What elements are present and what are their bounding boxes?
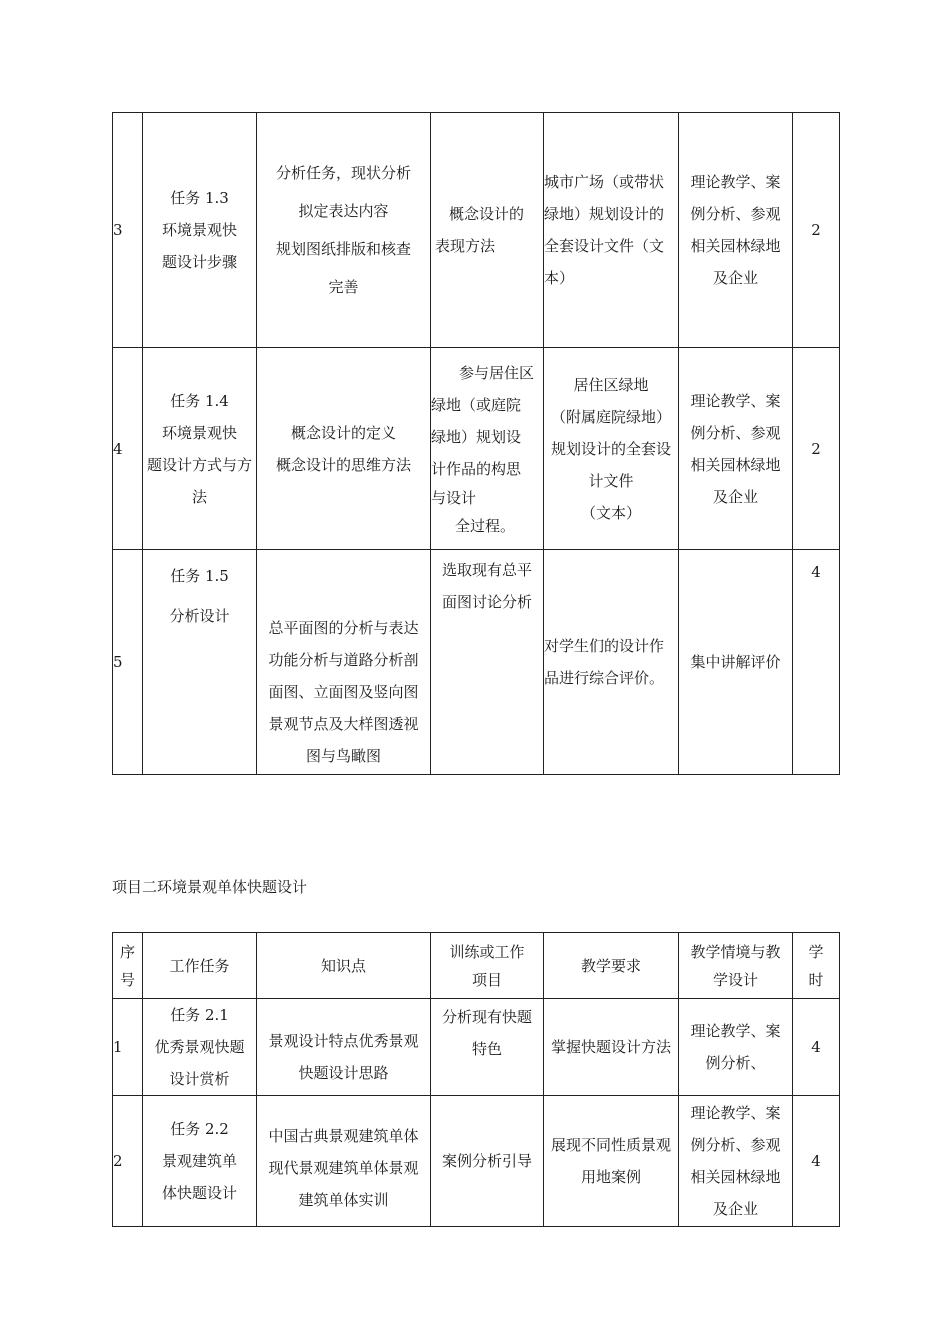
row-number: 3	[113, 113, 143, 348]
header-no: 序 号	[113, 933, 143, 999]
table-header-row	[113, 933, 840, 999]
table-row	[113, 550, 840, 775]
task-cell: 任务 1.3 环境景观快 题设计步骤	[143, 113, 257, 348]
header-knowledge: 知识点	[257, 933, 431, 999]
course-table-project-1	[112, 112, 840, 775]
training-cell: 案例分析引导	[431, 1096, 544, 1227]
table-row	[113, 348, 840, 550]
design-cell: 理论教学、案 例分析、参观 相关园林绿地 及企业	[679, 1096, 793, 1227]
requirement-cell: 对学生们的设计作 品进行综合评价。	[544, 550, 679, 775]
hours-cell: 2	[793, 113, 840, 348]
requirement-cell: 城市广场（或带状 绿地）规划设计的 全套设计文件（文 本）	[544, 113, 679, 348]
knowledge-cell: 中国古典景观建筑单体 现代景观建筑单体景观 建筑单体实训	[257, 1096, 431, 1227]
requirement-cell: 居住区绿地 （附属庭院绿地） 规划设计的全套设 计文件 （文本）	[544, 348, 679, 550]
row-number: 5	[113, 550, 143, 775]
hours-cell: 2	[793, 348, 840, 550]
design-cell: 理论教学、案 例分析、	[679, 999, 793, 1096]
training-cell: 参与居住区 绿地（或庭院 绿地）规划设 计作品的构思 与设计 全过程。	[431, 348, 544, 550]
header-design: 教学情境与教 学设计	[679, 933, 793, 999]
knowledge-cell: 景观设计特点优秀景观 快题设计思路	[257, 999, 431, 1096]
row-number: 2	[113, 1096, 143, 1227]
table-row	[113, 999, 840, 1096]
section-title: 项目二环境景观单体快题设计	[112, 878, 308, 896]
design-cell: 理论教学、案 例分析、参观 相关园林绿地 及企业	[679, 113, 793, 348]
hours-cell: 4	[793, 550, 840, 775]
table-row	[113, 1096, 840, 1227]
table-row	[113, 113, 840, 348]
task-cell: 任务 2.1 优秀景观快题 设计赏析	[143, 999, 257, 1096]
knowledge-cell: 分析任务，现状分析 拟定表达内容 规划图纸排版和核查 完善	[257, 113, 431, 348]
row-number: 4	[113, 348, 143, 550]
design-cell: 理论教学、案 例分析、参观 相关园林绿地 及企业	[679, 348, 793, 550]
row-number: 1	[113, 999, 143, 1096]
design-cell: 集中讲解评价	[679, 550, 793, 775]
task-cell: 任务 2.2 景观建筑单 体快题设计	[143, 1096, 257, 1227]
task-cell: 任务 1.5 分析设计	[143, 550, 257, 775]
header-task: 工作任务	[143, 933, 257, 999]
knowledge-cell: 总平面图的分析与表达 功能分析与道路分析剖 面图、立面图及竖向图 景观节点及大样图透视 图与鸟瞰图	[257, 550, 431, 775]
course-table-project-2	[112, 932, 840, 1227]
hours-cell: 4	[793, 1096, 840, 1227]
training-cell: 选取现有总平 面图讨论分析	[431, 550, 544, 775]
requirement-cell: 展现不同性质景观 用地案例	[544, 1096, 679, 1227]
hours-cell: 4	[793, 999, 840, 1096]
requirement-cell: 掌握快题设计方法	[544, 999, 679, 1096]
knowledge-cell: 概念设计的定义 概念设计的思维方法	[257, 348, 431, 550]
training-cell: 概念设计的 表现方法	[431, 113, 544, 348]
training-cell: 分析现有快题 特色	[431, 999, 544, 1096]
task-cell: 任务 1.4 环境景观快 题设计方式与方 法	[143, 348, 257, 550]
header-training: 训练或工作 项目	[431, 933, 544, 999]
header-requirement: 教学要求	[544, 933, 679, 999]
header-hours: 学 时	[793, 933, 840, 999]
